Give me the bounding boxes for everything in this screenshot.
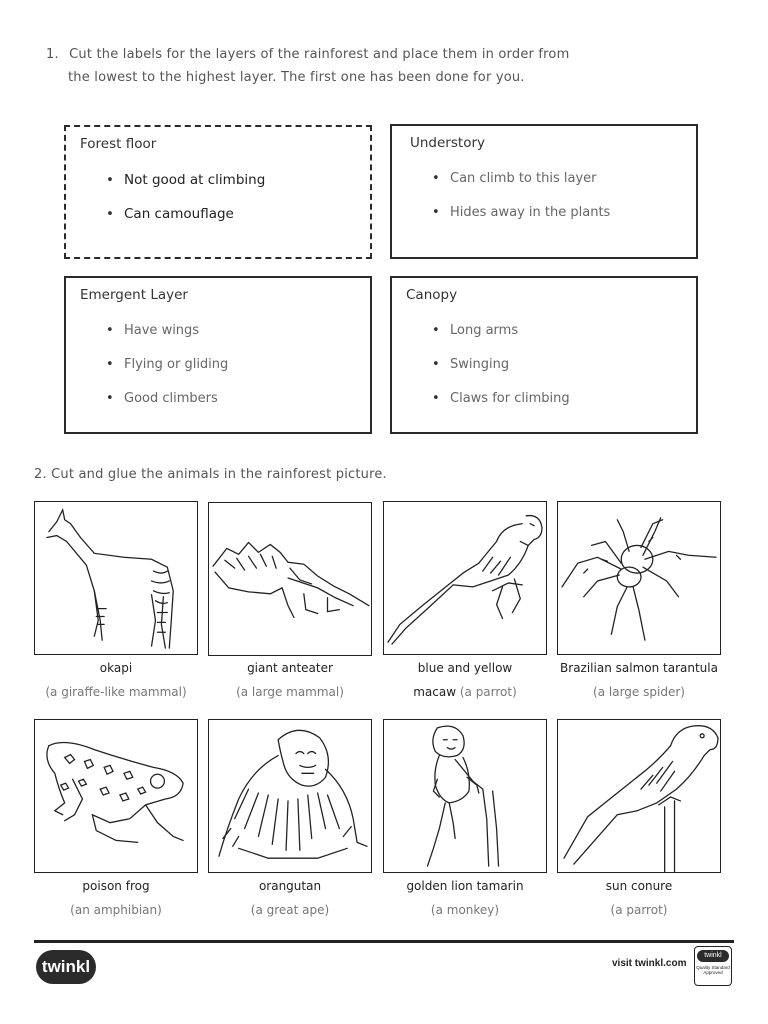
question-1-line1: Cut the labels for the layers of the rainforest and place them in order from — [69, 47, 570, 62]
footer-divider — [34, 940, 734, 943]
animal-name: blue and yellow — [417, 661, 513, 675]
animal-name: giant anteater — [247, 661, 333, 675]
orangutan-caption — [203, 874, 377, 922]
layer-card-emergent[interactable] — [64, 276, 372, 434]
poison-frog-caption — [29, 874, 203, 922]
layer-title: Understory — [410, 135, 485, 151]
trait-item: • Good climbers — [106, 391, 218, 406]
animal-desc: (a great ape) — [250, 903, 330, 917]
tarantula-drawing-icon — [558, 502, 720, 654]
tamarin-card[interactable] — [383, 719, 547, 873]
animal-desc: (a large spider) — [593, 685, 685, 699]
trait-item: • Long arms — [432, 323, 519, 338]
trait-item: • Hides away in the plants — [432, 205, 611, 220]
orangutan-card[interactable] — [208, 719, 372, 873]
animal-desc: (an amphibian) — [70, 903, 162, 917]
animal-desc: (a parrot) — [610, 903, 668, 917]
okapi-card[interactable] — [34, 501, 198, 655]
okapi-caption — [29, 656, 203, 704]
question-1-line2: the lowest to the highest layer. The first one has been done for you. — [68, 70, 525, 85]
layer-traits — [432, 322, 570, 424]
trait-item: • Can climb to this layer — [432, 171, 597, 186]
okapi-drawing-icon — [35, 502, 197, 654]
animal-name-line2: macaw (a parrot) — [413, 685, 517, 699]
orangutan-drawing-icon — [209, 720, 371, 872]
visit-link[interactable]: visit twinkl.com — [612, 958, 687, 969]
poison-frog-card[interactable] — [34, 719, 198, 873]
animal-name: poison frog — [82, 879, 150, 893]
macaw-caption — [378, 656, 552, 704]
quality-badge — [694, 946, 732, 986]
badge-text: Quality Standard Approved — [696, 965, 730, 975]
layer-card-understory[interactable] — [390, 124, 698, 259]
animal-desc: (a giraffe-like mammal) — [45, 685, 187, 699]
sun-conure-caption — [552, 874, 726, 922]
trait-item: • Have wings — [106, 323, 200, 338]
tarantula-card[interactable] — [557, 501, 721, 655]
tamarin-caption — [378, 874, 552, 922]
layer-traits — [106, 171, 265, 239]
macaw-card[interactable] — [383, 501, 547, 655]
sun-conure-card[interactable] — [557, 719, 721, 873]
question-1-number: 1. — [46, 47, 59, 62]
animal-desc: (a monkey) — [430, 903, 500, 917]
conure-drawing-icon — [558, 720, 720, 872]
layer-traits — [106, 322, 228, 424]
macaw-drawing-icon — [384, 502, 546, 654]
trait-item: • Swinging — [432, 357, 510, 372]
layer-card-canopy[interactable] — [390, 276, 698, 434]
layer-traits — [432, 170, 610, 238]
question-2: 2. Cut and glue the animals in the rainforest picture. — [34, 467, 387, 482]
trait-item: • Claws for climbing — [432, 391, 570, 406]
animal-name: sun conure — [605, 879, 673, 893]
frog-drawing-icon — [35, 720, 197, 872]
giant-anteater-caption — [203, 656, 377, 704]
animal-name: Brazilian salmon tarantula — [560, 661, 718, 675]
layer-card-forest-floor[interactable] — [64, 125, 372, 259]
layer-title: Canopy — [406, 287, 458, 303]
animal-name: okapi — [99, 661, 133, 675]
question-1 — [46, 44, 569, 66]
animal-desc: (a large mammal) — [236, 685, 344, 699]
animal-name: golden lion tamarin — [406, 879, 524, 893]
animal-name: orangutan — [258, 879, 322, 893]
trait-item: • Not good at climbing — [106, 172, 266, 188]
tamarin-drawing-icon — [384, 720, 546, 872]
trait-item: • Flying or gliding — [106, 357, 229, 372]
trait-item: • Can camouflage — [106, 206, 234, 222]
badge-logo: twinkl — [697, 950, 729, 962]
twinkl-logo[interactable]: twinkl — [36, 950, 96, 984]
layer-title: Forest floor — [80, 136, 157, 152]
anteater-drawing-icon — [209, 503, 371, 655]
giant-anteater-card[interactable] — [208, 502, 372, 656]
tarantula-caption — [552, 656, 726, 704]
layer-title: Emergent Layer — [80, 287, 188, 303]
